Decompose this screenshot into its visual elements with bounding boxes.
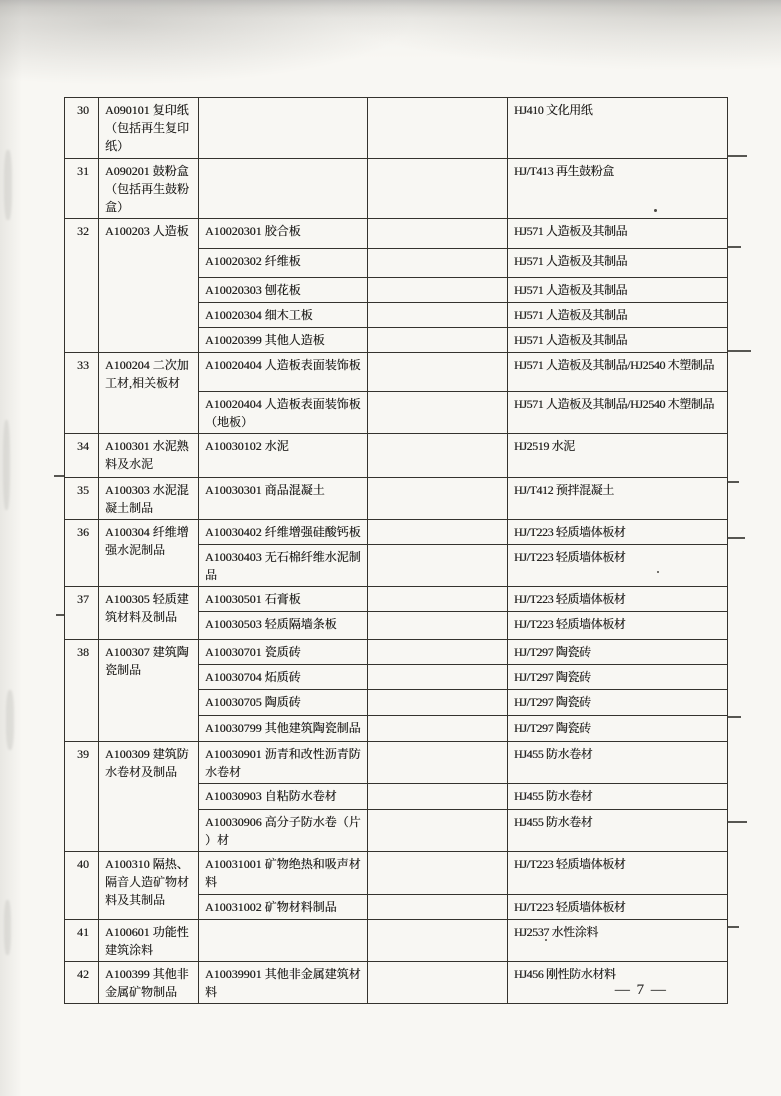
standard-cell: HJ/T223 轻质墙体板材 — [508, 587, 728, 612]
category-cell: A100307 建筑陶瓷制品 — [99, 640, 199, 742]
subitem-cell: A10030501 石膏板 — [199, 587, 368, 612]
subitem-cell: A10030301 商品混凝土 — [199, 478, 368, 520]
row-number-cell: 41 — [65, 920, 99, 962]
empty-cell — [368, 219, 508, 249]
standard-cell: HJ571 人造板及其制品 — [508, 249, 728, 278]
category-cell: A100304 纤维增强水泥制品 — [99, 520, 199, 587]
empty-cell — [368, 810, 508, 852]
row-number-cell: 35 — [65, 478, 99, 520]
row-number-cell: 33 — [65, 353, 99, 434]
empty-cell — [368, 690, 508, 716]
empty-cell — [368, 587, 508, 612]
category-cell: A100301 水泥熟料及水泥 — [99, 434, 199, 478]
scan-line-artifact — [727, 926, 739, 928]
row-number-cell: 40 — [65, 852, 99, 920]
table-row — [65, 742, 728, 784]
row-number-cell: 36 — [65, 520, 99, 587]
subitem-cell: A10030705 陶质砖 — [199, 690, 368, 716]
standard-cell: HJ/T297 陶瓷砖 — [508, 640, 728, 665]
standard-cell: HJ455 防水卷材 — [508, 742, 728, 784]
table-row — [65, 98, 728, 159]
row-number-cell: 42 — [65, 962, 99, 1004]
row-number-cell: 34 — [65, 434, 99, 478]
standard-cell: HJ/T297 陶瓷砖 — [508, 690, 728, 716]
table-row — [65, 587, 728, 612]
subitem-cell: A10031002 矿物材料制品 — [199, 895, 368, 920]
standard-cell: HJ/T223 轻质墙体板材 — [508, 852, 728, 895]
empty-cell — [368, 612, 508, 640]
subitem-cell: A10030903 自粘防水卷材 — [199, 784, 368, 810]
scan-line-artifact — [54, 475, 64, 477]
standard-cell: HJ456 刚性防水材料 — [508, 962, 728, 1004]
standard-cell: HJ571 人造板及其制品 — [508, 328, 728, 353]
empty-cell — [368, 353, 508, 392]
row-number-cell: 31 — [65, 159, 99, 219]
category-cell: A090201 鼓粉盒（包括再生鼓粉盒） — [99, 159, 199, 219]
empty-cell — [368, 392, 508, 434]
empty-cell — [368, 159, 508, 219]
subitem-cell: A10030403 无石棉纤维水泥制品 — [199, 545, 368, 587]
subitem-cell: A10030102 水泥 — [199, 434, 368, 478]
scan-line-artifact — [727, 246, 741, 248]
row-number-cell: 37 — [65, 587, 99, 640]
empty-cell — [368, 98, 508, 159]
scan-line-artifact — [56, 614, 64, 616]
standard-cell: HJ571 人造板及其制品 — [508, 219, 728, 249]
standard-cell: HJ571 人造板及其制品/HJ2540 木塑制品 — [508, 392, 728, 434]
category-cell: A100204 二次加工材,相关板材 — [99, 353, 199, 434]
scan-smudge — [6, 690, 14, 750]
subitem-cell — [199, 98, 368, 159]
row-number-cell: 30 — [65, 98, 99, 159]
table-row — [65, 159, 728, 219]
standard-cell: HJ/T297 陶瓷砖 — [508, 716, 728, 742]
product-standard-table — [64, 97, 728, 1004]
table-row — [65, 434, 728, 478]
empty-cell — [368, 545, 508, 587]
subitem-cell: A10030402 纤维增强硅酸钙板 — [199, 520, 368, 545]
category-cell: A100305 轻质建筑材料及制品 — [99, 587, 199, 640]
scan-line-artifact — [727, 716, 741, 718]
empty-cell — [368, 784, 508, 810]
standard-cell: HJ/T412 预拌混凝土 — [508, 478, 728, 520]
row-number-cell: 38 — [65, 640, 99, 742]
ink-speck — [654, 209, 657, 212]
ink-speck — [545, 939, 547, 941]
standard-cell: HJ410 文化用纸 — [508, 98, 728, 159]
empty-cell — [368, 478, 508, 520]
scan-line-artifact — [727, 155, 747, 157]
catalog-table-body — [65, 98, 728, 1004]
table-row — [65, 852, 728, 895]
table-row — [65, 219, 728, 249]
empty-cell — [368, 852, 508, 895]
empty-cell — [368, 920, 508, 962]
table-row — [65, 520, 728, 545]
empty-cell — [368, 434, 508, 478]
standard-cell: HJ571 人造板及其制品 — [508, 278, 728, 303]
subitem-cell: A10020302 纤维板 — [199, 249, 368, 278]
subitem-cell: A10020303 刨花板 — [199, 278, 368, 303]
subitem-cell: A10020399 其他人造板 — [199, 328, 368, 353]
empty-cell — [368, 665, 508, 690]
empty-cell — [368, 303, 508, 328]
category-cell: A100601 功能性建筑涂料 — [99, 920, 199, 962]
empty-cell — [368, 716, 508, 742]
category-cell: A100399 其他非金属矿物制品 — [99, 962, 199, 1004]
category-cell: A100310 隔热、隔音人造矿物材料及其制品 — [99, 852, 199, 920]
table-row — [65, 478, 728, 520]
standard-cell: HJ455 防水卷材 — [508, 810, 728, 852]
table-row — [65, 353, 728, 392]
empty-cell — [368, 328, 508, 353]
category-cell: A100303 水泥混凝土制品 — [99, 478, 199, 520]
standard-cell: HJ2537 水性涂料 — [508, 920, 728, 962]
scan-line-artifact — [727, 481, 739, 483]
scan-smudge — [4, 150, 12, 220]
table-row — [65, 640, 728, 665]
scan-line-artifact — [727, 537, 745, 539]
category-cell: A090101 复印纸（包括再生复印纸） — [99, 98, 199, 159]
standard-cell: HJ455 防水卷材 — [508, 784, 728, 810]
scan-smudge — [3, 420, 10, 510]
subitem-cell: A10020301 胶合板 — [199, 219, 368, 249]
row-number-cell: 39 — [65, 742, 99, 852]
subitem-cell: A10030503 轻质隔墙条板 — [199, 612, 368, 640]
subitem-cell: A10030701 瓷质砖 — [199, 640, 368, 665]
scan-line-artifact — [727, 821, 747, 823]
subitem-cell: A10030704 炻质砖 — [199, 665, 368, 690]
scan-line-artifact — [727, 350, 751, 352]
empty-cell — [368, 640, 508, 665]
page-number: — 7 — — [614, 982, 668, 998]
empty-cell — [368, 962, 508, 1004]
empty-cell — [368, 520, 508, 545]
subitem-cell: A10030901 沥青和改性沥青防水卷材 — [199, 742, 368, 784]
subitem-cell — [199, 920, 368, 962]
subitem-cell: A10039901 其他非金属建筑材料 — [199, 962, 368, 1004]
subitem-cell: A10031001 矿物绝热和吸声材料 — [199, 852, 368, 895]
standard-cell: HJ571 人造板及其制品 — [508, 303, 728, 328]
standard-cell: HJ/T413 再生鼓粉盒 — [508, 159, 728, 219]
category-cell: A100203 人造板 — [99, 219, 199, 353]
standard-cell: HJ571 人造板及其制品/HJ2540 木塑制品 — [508, 353, 728, 392]
empty-cell — [368, 278, 508, 303]
subitem-cell: A10020404 人造板表面装饰板（地板） — [199, 392, 368, 434]
subitem-cell — [199, 159, 368, 219]
subitem-cell: A10020404 人造板表面装饰板 — [199, 353, 368, 392]
ink-speck — [657, 571, 659, 573]
subitem-cell: A10020304 细木工板 — [199, 303, 368, 328]
standard-cell: HJ/T223 轻质墙体板材 — [508, 895, 728, 920]
standard-cell: HJ2519 水泥 — [508, 434, 728, 478]
table-row — [65, 920, 728, 962]
row-number-cell: 32 — [65, 219, 99, 353]
category-cell: A100309 建筑防水卷材及制品 — [99, 742, 199, 852]
empty-cell — [368, 742, 508, 784]
subitem-cell: A10030799 其他建筑陶瓷制品 — [199, 716, 368, 742]
subitem-cell: A10030906 高分子防水卷（片）材 — [199, 810, 368, 852]
standard-cell: HJ/T297 陶瓷砖 — [508, 665, 728, 690]
standard-cell: HJ/T223 轻质墙体板材 — [508, 612, 728, 640]
empty-cell — [368, 895, 508, 920]
empty-cell — [368, 249, 508, 278]
standard-cell: HJ/T223 轻质墙体板材 — [508, 520, 728, 545]
standard-cell: HJ/T223 轻质墙体板材 — [508, 545, 728, 587]
scan-smudge — [4, 900, 11, 955]
